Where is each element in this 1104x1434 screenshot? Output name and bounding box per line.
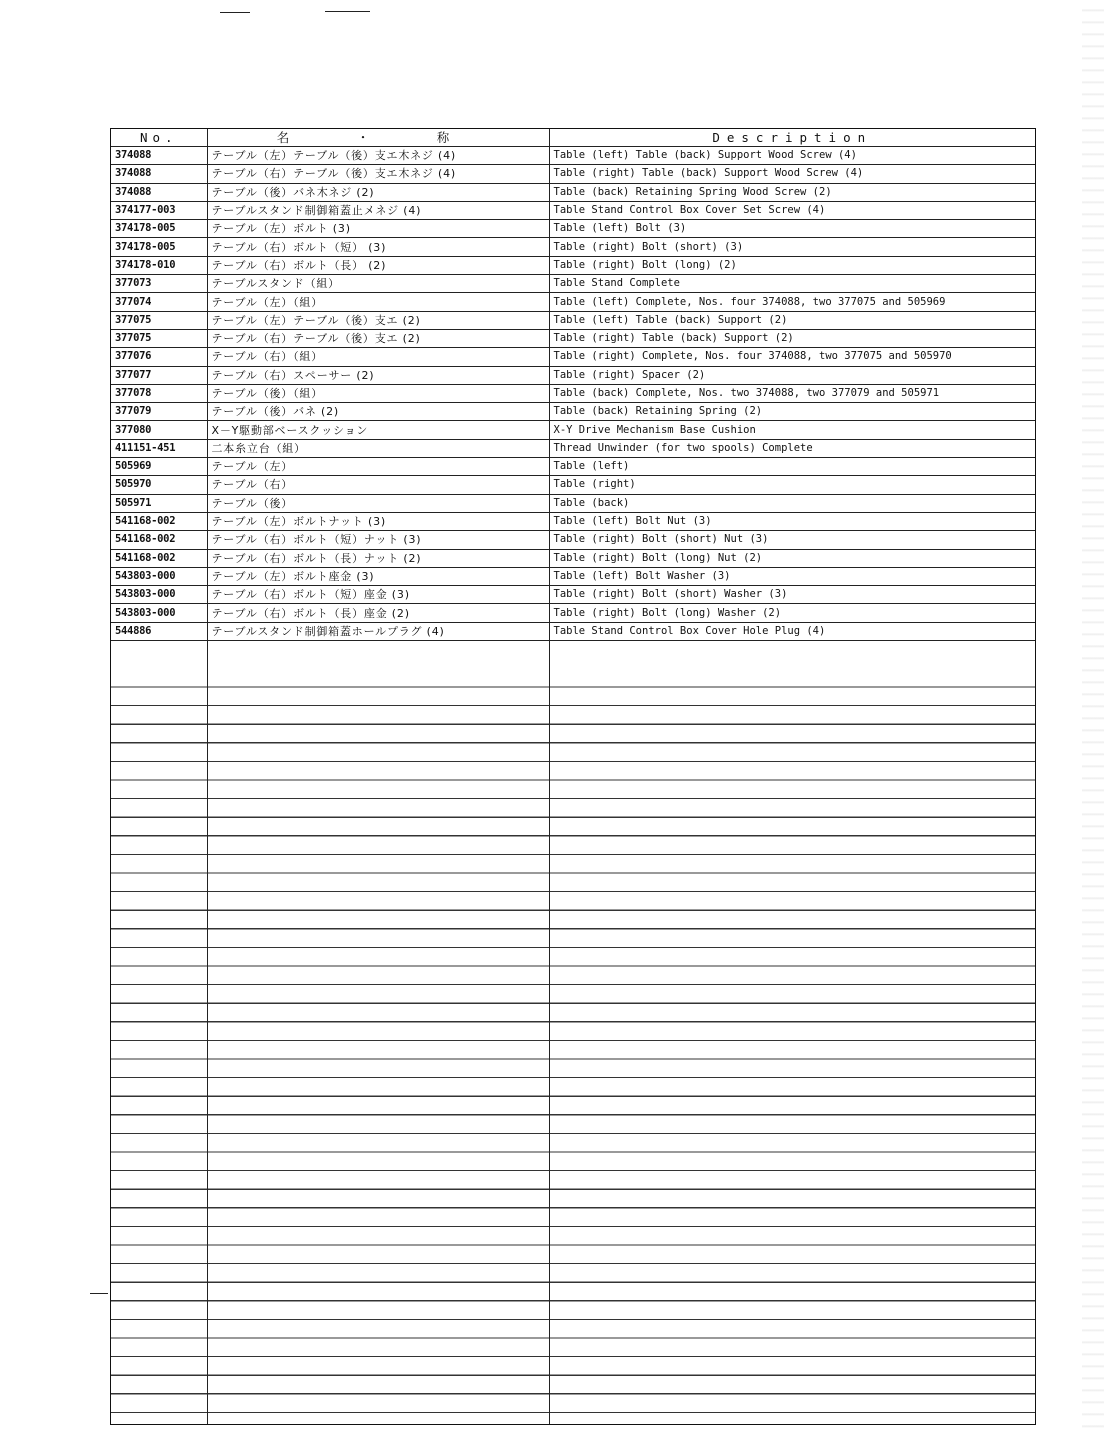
part-name-japanese: テーブル（左）: [207, 458, 549, 476]
part-description: Table (back) Retaining Spring Wood Screw (2): [549, 183, 1035, 201]
parts-table-body: [111, 147, 1035, 641]
part-name-japanese: テーブル（右）: [207, 476, 549, 494]
part-description: Table Stand Complete: [549, 275, 1035, 293]
part-number: 377080: [111, 421, 207, 439]
table-row: [111, 494, 1035, 512]
part-number: 374178-005: [111, 238, 207, 256]
part-number: 377074: [111, 293, 207, 311]
part-name-japanese: テーブル（右）ボルト（長）座金 (2): [207, 604, 549, 622]
part-number: 377075: [111, 329, 207, 347]
part-description: Table (right) Complete, Nos. four 374088, two 377075 and 505970: [549, 348, 1035, 366]
header-no: No.: [111, 129, 207, 147]
part-number: 374177-003: [111, 201, 207, 219]
part-name-japanese: テーブル（右）テーブル（後）支エ (2): [207, 329, 549, 347]
part-description: Table (right) Bolt (long) Washer (2): [549, 604, 1035, 622]
part-number: 377079: [111, 403, 207, 421]
part-description: Table (right) Bolt (long) Nut (2): [549, 549, 1035, 567]
table-row: [111, 329, 1035, 347]
part-description: Table (left) Bolt (3): [549, 220, 1035, 238]
table-row: [111, 238, 1035, 256]
part-description: Table (back) Retaining Spring (2): [549, 403, 1035, 421]
part-name-japanese: テーブル（左）ボルト座金 (3): [207, 567, 549, 585]
part-name-japanese: テーブルスタンド制御箱蓋ホールプラグ (4): [207, 622, 549, 640]
part-description: Table (right) Table (back) Support (2): [549, 329, 1035, 347]
part-description: Table (back) Complete, Nos. two 374088, two 377079 and 505971: [549, 384, 1035, 402]
part-number: 544886: [111, 622, 207, 640]
part-name-japanese: テーブル（右）ボルト（長） (2): [207, 256, 549, 274]
part-number: 374088: [111, 183, 207, 201]
part-number: 505971: [111, 494, 207, 512]
part-number: 411151-451: [111, 439, 207, 457]
table-row: [111, 165, 1035, 183]
part-number: 374178-010: [111, 256, 207, 274]
part-name-japanese: テーブル（右）（組）: [207, 348, 549, 366]
part-number: 541168-002: [111, 512, 207, 530]
header-row: [111, 129, 1035, 147]
table-row: [111, 586, 1035, 604]
part-name-japanese: テーブル（左）ボルトナット (3): [207, 512, 549, 530]
part-number: 543803-000: [111, 586, 207, 604]
part-description: Table (right) Bolt (short) Nut (3): [549, 531, 1035, 549]
part-name-japanese: テーブル（右）テーブル（後）支エ木ネジ (4): [207, 165, 549, 183]
table-row: [111, 531, 1035, 549]
table-row: [111, 275, 1035, 293]
part-description: Table (left) Table (back) Support Wood Screw (4): [549, 147, 1035, 165]
part-number: 543803-000: [111, 567, 207, 585]
part-number: 374088: [111, 165, 207, 183]
part-number: 541168-002: [111, 549, 207, 567]
part-number: 374178-005: [111, 220, 207, 238]
part-description: Table (left) Complete, Nos. four 374088, two 377075 and 505969: [549, 293, 1035, 311]
table-row: [111, 439, 1035, 457]
part-name-japanese: テーブル（右）ボルト（長）ナット (2): [207, 549, 549, 567]
part-name-japanese: テーブル（右）スペーサー (2): [207, 366, 549, 384]
part-description: Table (right) Bolt (long) (2): [549, 256, 1035, 274]
part-number: 543803-000: [111, 604, 207, 622]
part-number: 377075: [111, 311, 207, 329]
table-row: [111, 311, 1035, 329]
table-row: [111, 512, 1035, 530]
part-name-japanese: テーブル（左）テーブル（後）支エ木ネジ (4): [207, 147, 549, 165]
part-description: Table (right) Table (back) Support Wood Screw (4): [549, 165, 1035, 183]
part-name-japanese: テーブルスタンド制御箱蓋止メネジ (4): [207, 201, 549, 219]
column-divider-1: [207, 129, 208, 1424]
table-row: [111, 567, 1035, 585]
part-number: 377073: [111, 275, 207, 293]
column-divider-2: [549, 129, 550, 1424]
table-row: [111, 622, 1035, 640]
part-name-japanese: テーブル（右）ボルト（短）座金 (3): [207, 586, 549, 604]
part-description: Table Stand Control Box Cover Hole Plug (4): [549, 622, 1035, 640]
part-name-japanese: X－Y駆動部ベースクッション: [207, 421, 549, 439]
table-row: [111, 256, 1035, 274]
part-number: 505970: [111, 476, 207, 494]
table-row: [111, 220, 1035, 238]
part-number: 541168-002: [111, 531, 207, 549]
table-row: [111, 476, 1035, 494]
table-row: [111, 348, 1035, 366]
table-row: [111, 366, 1035, 384]
scan-mark: [325, 11, 370, 12]
table-row: [111, 201, 1035, 219]
scan-mark: [220, 12, 250, 13]
part-description: Table Stand Control Box Cover Set Screw (4): [549, 201, 1035, 219]
part-number: 377076: [111, 348, 207, 366]
part-description: Table (left) Bolt Washer (3): [549, 567, 1035, 585]
table-row: [111, 183, 1035, 201]
part-name-japanese: テーブル（後）: [207, 494, 549, 512]
part-name-japanese: テーブル（後）バネ木ネジ (2): [207, 183, 549, 201]
parts-table: [111, 129, 1035, 641]
part-name-japanese: テーブル（後）（組）: [207, 384, 549, 402]
table-row: [111, 458, 1035, 476]
part-number: 377078: [111, 384, 207, 402]
table-row: [111, 293, 1035, 311]
header-description: Description: [549, 129, 1035, 147]
parts-list-sheet: [110, 128, 1036, 1425]
part-description: Table (back): [549, 494, 1035, 512]
part-number: 374088: [111, 147, 207, 165]
part-name-japanese: テーブル（右）ボルト（短） (3): [207, 238, 549, 256]
header-name: 名 ・ 称: [207, 129, 549, 147]
part-number: 505969: [111, 458, 207, 476]
part-description: Table (right): [549, 476, 1035, 494]
part-description: Thread Unwinder (for two spools) Complete: [549, 439, 1035, 457]
part-description: Table (right) Bolt (short) (3): [549, 238, 1035, 256]
part-name-japanese: テーブルスタンド（組）: [207, 275, 549, 293]
table-row: [111, 384, 1035, 402]
part-description: Table (left): [549, 458, 1035, 476]
part-name-japanese: テーブル（左）テーブル（後）支エ (2): [207, 311, 549, 329]
table-row: [111, 604, 1035, 622]
scan-mark: [90, 1293, 108, 1294]
part-description: Table (left) Table (back) Support (2): [549, 311, 1035, 329]
part-name-japanese: 二本糸立台（組）: [207, 439, 549, 457]
part-description: X-Y Drive Mechanism Base Cushion: [549, 421, 1035, 439]
part-name-japanese: テーブル（左）ボルト (3): [207, 220, 549, 238]
part-description: Table (left) Bolt Nut (3): [549, 512, 1035, 530]
part-name-japanese: テーブル（左）（組）: [207, 293, 549, 311]
table-row: [111, 421, 1035, 439]
part-description: Table (right) Spacer (2): [549, 366, 1035, 384]
table-row: [111, 147, 1035, 165]
part-description: Table (right) Bolt (short) Washer (3): [549, 586, 1035, 604]
part-name-japanese: テーブル（右）ボルト（短）ナット (3): [207, 531, 549, 549]
part-name-japanese: テーブル（後）バネ (2): [207, 403, 549, 421]
table-row: [111, 549, 1035, 567]
table-row: [111, 403, 1035, 421]
blank-ruled-rows: [111, 669, 1035, 1424]
part-number: 377077: [111, 366, 207, 384]
scan-edge-noise: [1082, 0, 1104, 1434]
